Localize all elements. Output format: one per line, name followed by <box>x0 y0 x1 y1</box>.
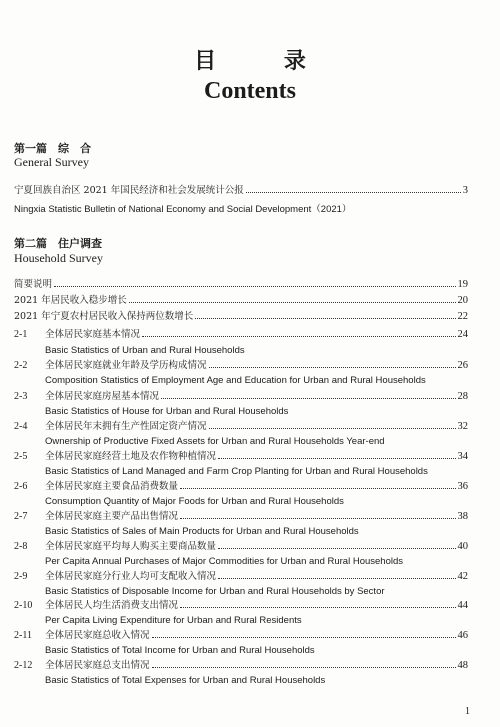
toc-entry-english: Consumption Quantity of Major Foods for Urban and Rural Households <box>45 496 344 507</box>
toc-entry-english: Ownership of Productive Fixed Assets for Urban and Rural Households Year-end <box>45 436 385 447</box>
part2-heading-english: Household Survey <box>14 251 103 265</box>
toc-entry-title: 2021 年居民收入稳步增长 <box>14 295 127 306</box>
toc-entry[interactable] <box>14 182 468 196</box>
toc-page-number: 22 <box>457 311 468 322</box>
dot-leader <box>218 458 455 459</box>
toc-entry-2-5[interactable] <box>14 448 468 462</box>
toc-entry-title: 全体居民家庭主要产品出售情况 <box>45 511 179 522</box>
toc-entry-number: 2-9 <box>14 571 28 582</box>
toc-entry-title: 宁夏回族自治区 2021 年国民经济和社会发展统计公报 <box>14 185 244 196</box>
toc-page-number: 40 <box>457 541 468 552</box>
toc-page-number: 3 <box>462 185 468 196</box>
dot-leader <box>218 548 455 549</box>
dot-leader <box>161 398 455 399</box>
toc-page-number: 36 <box>457 481 468 492</box>
toc-page-number: 20 <box>457 295 468 306</box>
toc-page-number: 38 <box>457 511 468 522</box>
toc-page-number: 24 <box>457 329 468 340</box>
toc-entry-number: 2-11 <box>14 630 32 641</box>
toc-entry-2-12[interactable] <box>14 657 468 671</box>
toc-entry[interactable] <box>14 308 468 322</box>
toc-entry-number: 2-12 <box>14 660 33 671</box>
toc-entry-number: 2-4 <box>14 421 28 432</box>
toc-entry-english: Basic Statistics of Disposable Income for Urban and Rural Households by Sector <box>45 586 385 597</box>
toc-entry-2-8[interactable] <box>14 538 468 552</box>
dot-leader <box>195 318 455 319</box>
toc-entry[interactable] <box>14 276 468 290</box>
toc-page-number: 32 <box>457 421 468 432</box>
toc-entry-title: 全体居民家庭就业年龄及学历构成情况 <box>45 360 207 371</box>
toc-entry-english: Composition Statistics of Employment Age and Education for Urban and Rural Households <box>45 375 426 386</box>
toc-entry-english: Basic Statistics of Sales of Main Products for Urban and Rural Households <box>45 526 359 537</box>
toc-entry-number: 2-6 <box>14 481 28 492</box>
toc-page-number: 42 <box>457 571 468 582</box>
toc-entry-number: 2-1 <box>14 329 28 340</box>
page-number: 1 <box>465 706 470 717</box>
page-title-chinese: 目 录 <box>194 49 336 74</box>
toc-entry-number: 2-2 <box>14 360 28 371</box>
toc-entry-title: 全体居民家庭总支出情况 <box>45 660 150 671</box>
toc-page-number: 44 <box>457 600 468 611</box>
toc-entry-number: 2-3 <box>14 391 28 402</box>
part2-heading-chinese: 第二篇 住户调查 <box>14 237 102 250</box>
toc-entry-title: 全体居民家庭总收入情况 <box>45 630 150 641</box>
toc-entry-2-9[interactable] <box>14 568 468 582</box>
toc-entry-title: 全体居民家庭经营土地及农作物种植情况 <box>45 451 217 462</box>
dot-leader <box>180 518 455 519</box>
dot-leader <box>142 336 455 337</box>
toc-page-number: 28 <box>457 391 468 402</box>
toc-entry-2-2[interactable] <box>14 357 468 371</box>
toc-entry-number: 2-7 <box>14 511 28 522</box>
toc-entry-english: Basic Statistics of Total Income for Urban and Rural Households <box>45 645 315 656</box>
dot-leader <box>129 302 456 303</box>
toc-entry-2-6[interactable] <box>14 478 468 492</box>
dot-leader <box>180 488 455 489</box>
toc-entry-2-10[interactable] <box>14 597 468 611</box>
toc-entry-english: Basic Statistics of House for Urban and Rural Households <box>45 406 289 417</box>
dot-leader <box>209 367 456 368</box>
dot-leader <box>152 667 456 668</box>
toc-entry-number: 2-8 <box>14 541 28 552</box>
toc-entry-english: Basic Statistics of Urban and Rural Households <box>45 345 245 356</box>
dot-leader <box>218 578 455 579</box>
toc-entry-english: Ningxia Statistic Bulletin of National Economy and Social Development（2021） <box>14 204 352 215</box>
toc-entry-english: Basic Statistics of Land Managed and Farm Crop Planting for Urban and Rural Households <box>45 466 428 477</box>
toc-page-number: 19 <box>457 279 468 290</box>
toc-entry-title: 全体居民年末拥有生产性固定资产情况 <box>45 421 207 432</box>
toc-entry-title: 全体居民家庭基本情况 <box>45 329 141 340</box>
toc-entry-title: 全体居民家庭房屋基本情况 <box>45 391 160 402</box>
part1-heading-english: General Survey <box>14 155 89 169</box>
toc-entry-2-3[interactable] <box>14 388 468 402</box>
toc-entry-title: 2021 年宁夏农村居民收入保持两位数增长 <box>14 311 194 322</box>
toc-entry[interactable] <box>14 292 468 306</box>
toc-page-number: 48 <box>457 660 468 671</box>
page-title-english: Contents <box>203 78 296 104</box>
dot-leader <box>209 428 456 429</box>
toc-entry-english: Basic Statistics of Total Expenses for Urban and Rural Households <box>45 675 326 686</box>
toc-entry-title: 全体居民人均生活消费支出情况 <box>45 600 179 611</box>
toc-entry-2-7[interactable] <box>14 508 468 522</box>
toc-entry-number: 2-10 <box>14 600 33 611</box>
dot-leader <box>152 637 456 638</box>
toc-entry-number: 2-5 <box>14 451 28 462</box>
dot-leader <box>180 607 455 608</box>
toc-entry-title: 全体居民家庭主要食品消费数量 <box>45 481 179 492</box>
toc-entry-title: 全体居民家庭分行业人均可支配收入情况 <box>45 571 217 582</box>
part1-heading-chinese: 第一篇 综 合 <box>14 142 91 155</box>
toc-entry-2-4[interactable] <box>14 418 468 432</box>
toc-page-number: 26 <box>457 360 468 371</box>
dot-leader <box>246 192 461 193</box>
toc-page-number: 34 <box>457 451 468 462</box>
dot-leader <box>54 286 455 287</box>
toc-entry-title: 全体居民家庭平均每人购买主要商品数量 <box>45 541 217 552</box>
toc-entry-english: Per Capita Annual Purchases of Major Commodities for Urban and Rural Households <box>45 556 404 567</box>
toc-entry-title: 简要说明 <box>14 279 53 290</box>
toc-entry-english: Per Capita Living Expenditure for Urban and Rural Residents <box>45 615 302 626</box>
toc-entry-2-1[interactable] <box>14 326 468 340</box>
toc-page-number: 46 <box>457 630 468 641</box>
toc-entry-2-11[interactable] <box>14 627 468 641</box>
